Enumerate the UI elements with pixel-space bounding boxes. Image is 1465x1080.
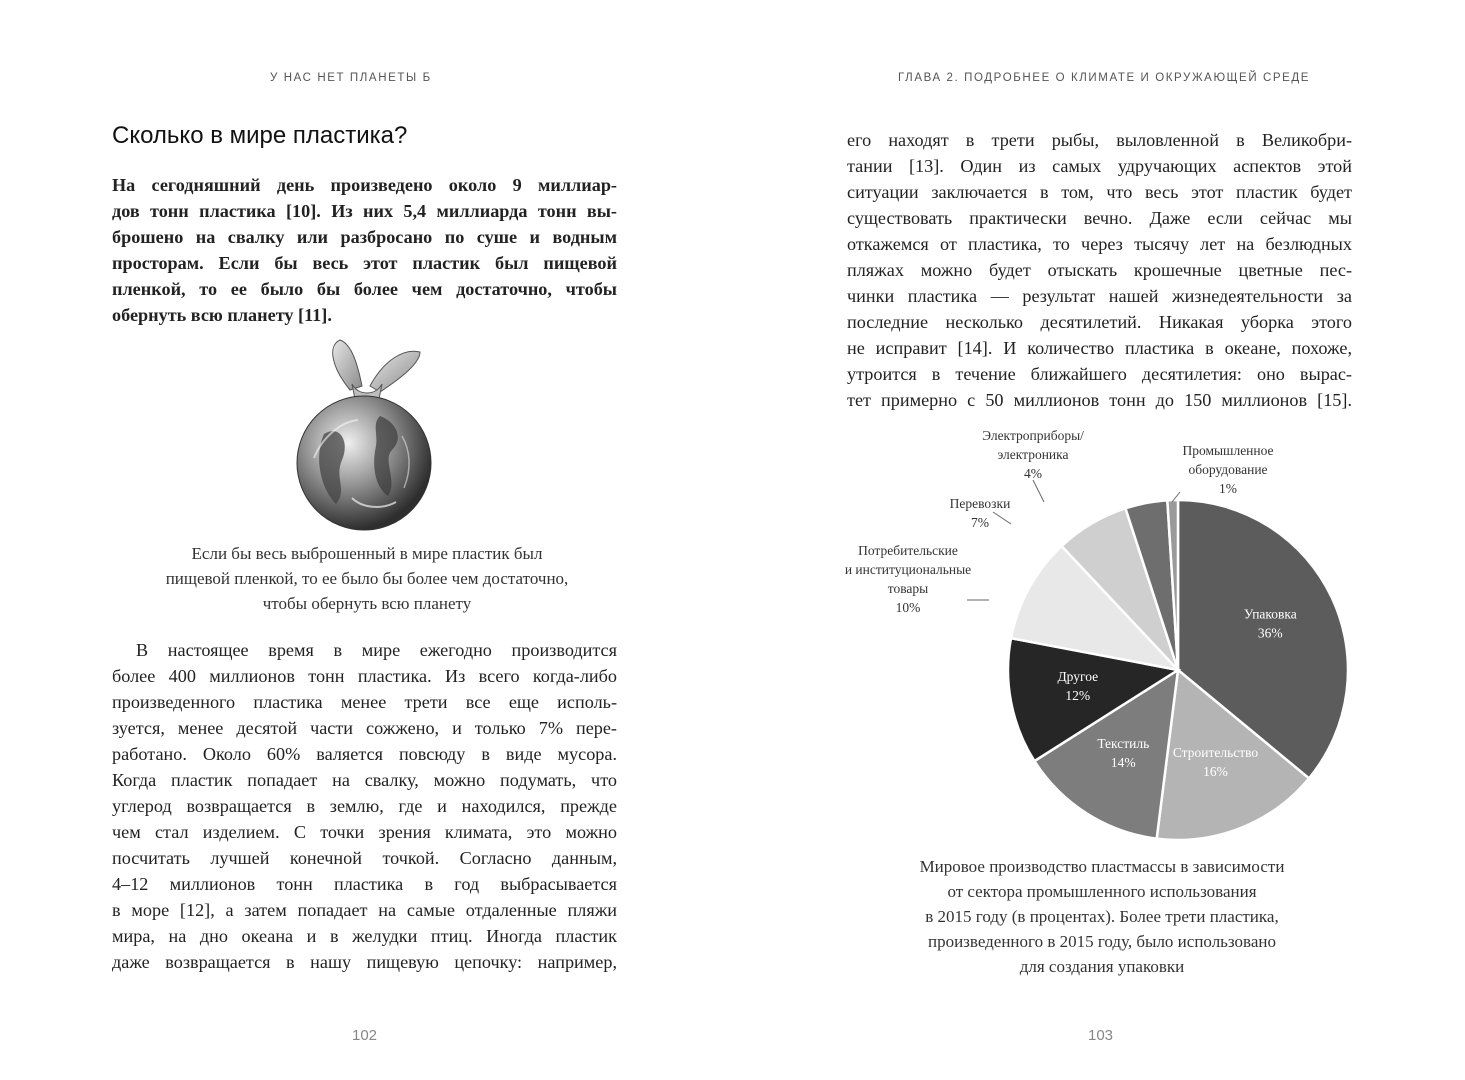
figure-caption <box>112 541 622 616</box>
pie-slice-label <box>982 428 1084 481</box>
text-line: дов тонн пластика [10]. Из них 5,4 миллиарда тонн вы- <box>112 201 617 221</box>
text-line: брошено на свалку или разбросано по суше и водным <box>112 227 617 247</box>
leader-line <box>1033 480 1044 502</box>
text-line: произведенного пластика менее трети все еще исполь- <box>112 692 617 712</box>
pie-value-label: 36% <box>1257 625 1283 641</box>
pie-slice-label <box>950 496 1011 530</box>
pie-category-label: оборудование <box>1188 462 1268 477</box>
page-number: 103 <box>1088 1027 1114 1044</box>
page-number: 102 <box>352 1027 378 1044</box>
pie-category-label: товары <box>887 581 929 596</box>
text-line: не исправит [14]. И количество пластика в океане, похоже, <box>847 338 1352 358</box>
pie-value-label: 16% <box>1203 763 1228 779</box>
text-line: существовать практически вечно. Даже если сейчас мы <box>847 208 1352 228</box>
pie-value-label: 12% <box>1065 688 1091 704</box>
pie-category-label: Промышленное <box>1182 443 1274 458</box>
right-page <box>733 0 1465 1080</box>
text-line: откажемся от пластика, то через тысячу лет на безлюдных <box>847 234 1352 254</box>
pie-category-label: Строительство <box>1172 744 1259 760</box>
running-head: У НАС НЕТ ПЛАНЕТЫ Б <box>270 72 432 84</box>
body-text <box>112 637 617 975</box>
section-title: Сколько в мире пластика? <box>112 122 408 149</box>
pie-category-label: Текстиль <box>1097 736 1150 752</box>
text-line: В настоящее время в мире ежегодно производится <box>136 640 617 660</box>
pie-value-label: 4% <box>1024 466 1042 481</box>
pie-value-label: 7% <box>971 515 989 530</box>
text-line: работано. Около 60% валяется повсюду в виде мусора. <box>112 744 617 764</box>
pie-value-label: 14% <box>1110 755 1136 771</box>
text-line: пленкой, то ее было бы более чем достаточно, чтобы <box>112 279 617 299</box>
chart-caption <box>842 854 1362 979</box>
pie-category-label: Другое <box>1057 669 1099 685</box>
pie-value-label: 1% <box>1219 481 1237 496</box>
text-line: чем стал изделием. С точки зрения климата, это можно <box>112 822 617 842</box>
text-line: даже возвращается в нашу пищевую цепочку: например, <box>112 952 617 972</box>
text-line: Мировое производство пластмассы в зависимости <box>919 857 1285 876</box>
text-line: Если бы весь выброшенный в мире пластик был <box>191 544 543 563</box>
text-line: утроится в течение ближайшего десятилетия: оно вырас- <box>847 364 1352 384</box>
text-line: тании [13]. Один из самых удручающих аспектов этой <box>847 156 1352 176</box>
pie-slice-label <box>1182 443 1273 496</box>
text-line: в 2015 году (в процентах). Более трети пластика, <box>925 907 1279 926</box>
pie-category-label: Электроприборы/ <box>982 428 1084 443</box>
text-line: для создания упаковки <box>1019 957 1185 976</box>
text-line: зуется, менее десятой части сожжено, и только 7% пере- <box>112 718 617 738</box>
text-line: в море [12], а затем попадает на самые отдаленные пляжи <box>112 900 617 920</box>
text-line: последние несколько десятилетий. Никакая уборка этого <box>847 312 1352 332</box>
pie-category-label: электроника <box>997 447 1069 462</box>
pie-category-label: и институциональные <box>844 562 972 577</box>
running-head: ГЛАВА 2. ПОДРОБНЕЕ О КЛИМАТЕ И ОКРУЖАЮЩЕЙ СРЕДЕ <box>898 72 1311 84</box>
pie-category-label: Перевозки <box>949 496 1011 511</box>
pie-slice-label <box>845 543 971 615</box>
text-line: ситуации заключается в том, что весь этот пластик будет <box>847 182 1352 202</box>
pie-category-label: Потребительские <box>858 543 958 558</box>
text-line: его находят в трети рыбы, выловленной в Великобри- <box>847 130 1352 150</box>
text-line: обернуть всю планету [11]. <box>112 305 332 325</box>
leader-line <box>993 512 1011 524</box>
text-line: просторам. Если бы весь этот пластик был пищевой <box>112 253 617 273</box>
text-line: чинки пластика — результат нашей жизнедеятельности за <box>847 286 1352 306</box>
lead-paragraph <box>112 172 617 328</box>
text-line: 4–12 миллионов тонн пластика в год выбрасывается <box>112 874 617 894</box>
pie-value-label: 10% <box>895 600 921 615</box>
plastic-wrapped-globe-illustration <box>292 338 442 533</box>
text-line: Когда пластик попадает на свалку, можно подумать, что <box>112 770 617 790</box>
text-line: более 400 миллионов тонн пластика. Из всего когда-либо <box>112 666 617 686</box>
text-line: тет примерно с 50 миллионов тонн до 150 миллионов [15]. <box>847 390 1352 410</box>
text-line: от сектора промышленного использования <box>947 882 1257 901</box>
text-line: чтобы обернуть всю планету <box>262 594 472 613</box>
text-line: пищевой пленкой, то ее было бы более чем достаточно, <box>165 569 569 588</box>
text-line: пляжах можно будет отыскать крошечные цветные пес- <box>847 260 1352 280</box>
body-text <box>847 127 1352 413</box>
text-line: произведенного в 2015 году, было использовано <box>927 932 1276 951</box>
text-line: мира, на дно океана и в желудки птиц. Иногда пластик <box>112 926 617 946</box>
text-line: На сегодняшний день произведено около 9 миллиар- <box>112 175 617 195</box>
text-line: посчитать лучшей конечной точкой. Согласно данным, <box>112 848 617 868</box>
pie-category-label: Упаковка <box>1243 606 1297 622</box>
pie-chart <box>843 420 1463 850</box>
text-line: углерод возвращается в землю, где и находился, прежде <box>112 796 617 816</box>
